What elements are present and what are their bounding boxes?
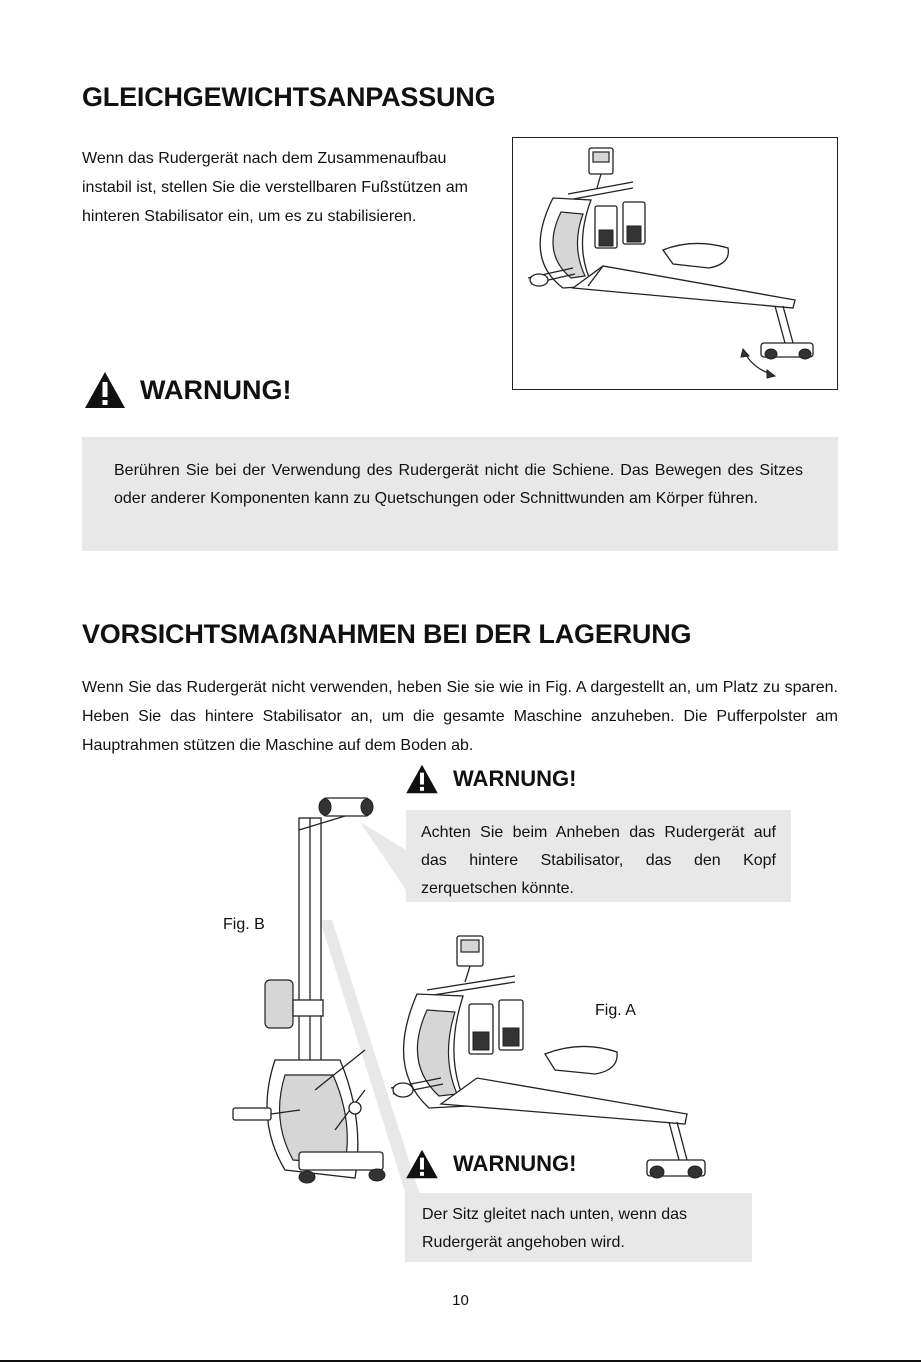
warning-triangle-icon — [405, 764, 439, 794]
warning-heading-1 — [84, 371, 291, 409]
page-number: 10 — [452, 1292, 469, 1309]
fig-a-label: Fig. A — [595, 1002, 636, 1019]
warning-heading-text: WARNUNG! — [453, 1151, 577, 1176]
warning-box-2 — [406, 810, 791, 902]
storage-paragraph: Wenn Sie das Rudergerät nicht verwenden, heben Sie sie wie in Fig. A dargestellt an, um Platz zu sparen. Heben Sie das hintere Stabilisator an, um die gesamte Maschine anzuheben. Die Pufferpolster am Hauptrahmen stützen die Maschine auf dem Boden ab. — [82, 679, 838, 754]
warning-heading-text: WARNUNG! — [140, 374, 292, 405]
section-title-balance: GLEICHGEWICHTSANPASSUNG — [82, 82, 496, 112]
warning-text-2: Achten Sie beim Anheben das Rudergerät auf das hintere Stabilisator, das den Kopf zerquetschen könnte. — [421, 824, 776, 897]
warning-text-1: Berühren Sie bei der Verwendung des Rudergerät nicht die Schiene. Das Bewegen des Sitzes oder anderer Komponenten kann zu Quetschungen oder Schnittwunden am Körper führen. — [114, 462, 803, 507]
warning-heading-text: WARNUNG! — [453, 766, 577, 791]
section-title-storage: VORSICHTSMAẞNAHMEN BEI DER LAGERUNG — [82, 619, 692, 649]
warning-heading-3 — [405, 1149, 576, 1179]
fig-b-label: Fig. B — [223, 916, 265, 933]
balance-paragraph: Wenn das Rudergerät nach dem Zusammenaufbau instabil ist, stellen Sie die verstellbaren Fußstützen am hinteren Stabilisator ein, um es zu stabilisieren. — [82, 150, 468, 225]
warning-box-1 — [82, 437, 838, 551]
upright-rowing-machine-illustration — [215, 790, 400, 1190]
warning-triangle-icon — [405, 1149, 439, 1179]
warning-triangle-icon — [84, 371, 126, 409]
rowing-machine-illustration — [513, 138, 837, 389]
warning-box-3 — [405, 1193, 752, 1262]
warning-heading-2 — [405, 764, 576, 794]
warning-text-3: Der Sitz gleitet nach unten, wenn das Rudergerät angehoben wird. — [422, 1206, 688, 1251]
balance-figure-box — [512, 137, 838, 390]
